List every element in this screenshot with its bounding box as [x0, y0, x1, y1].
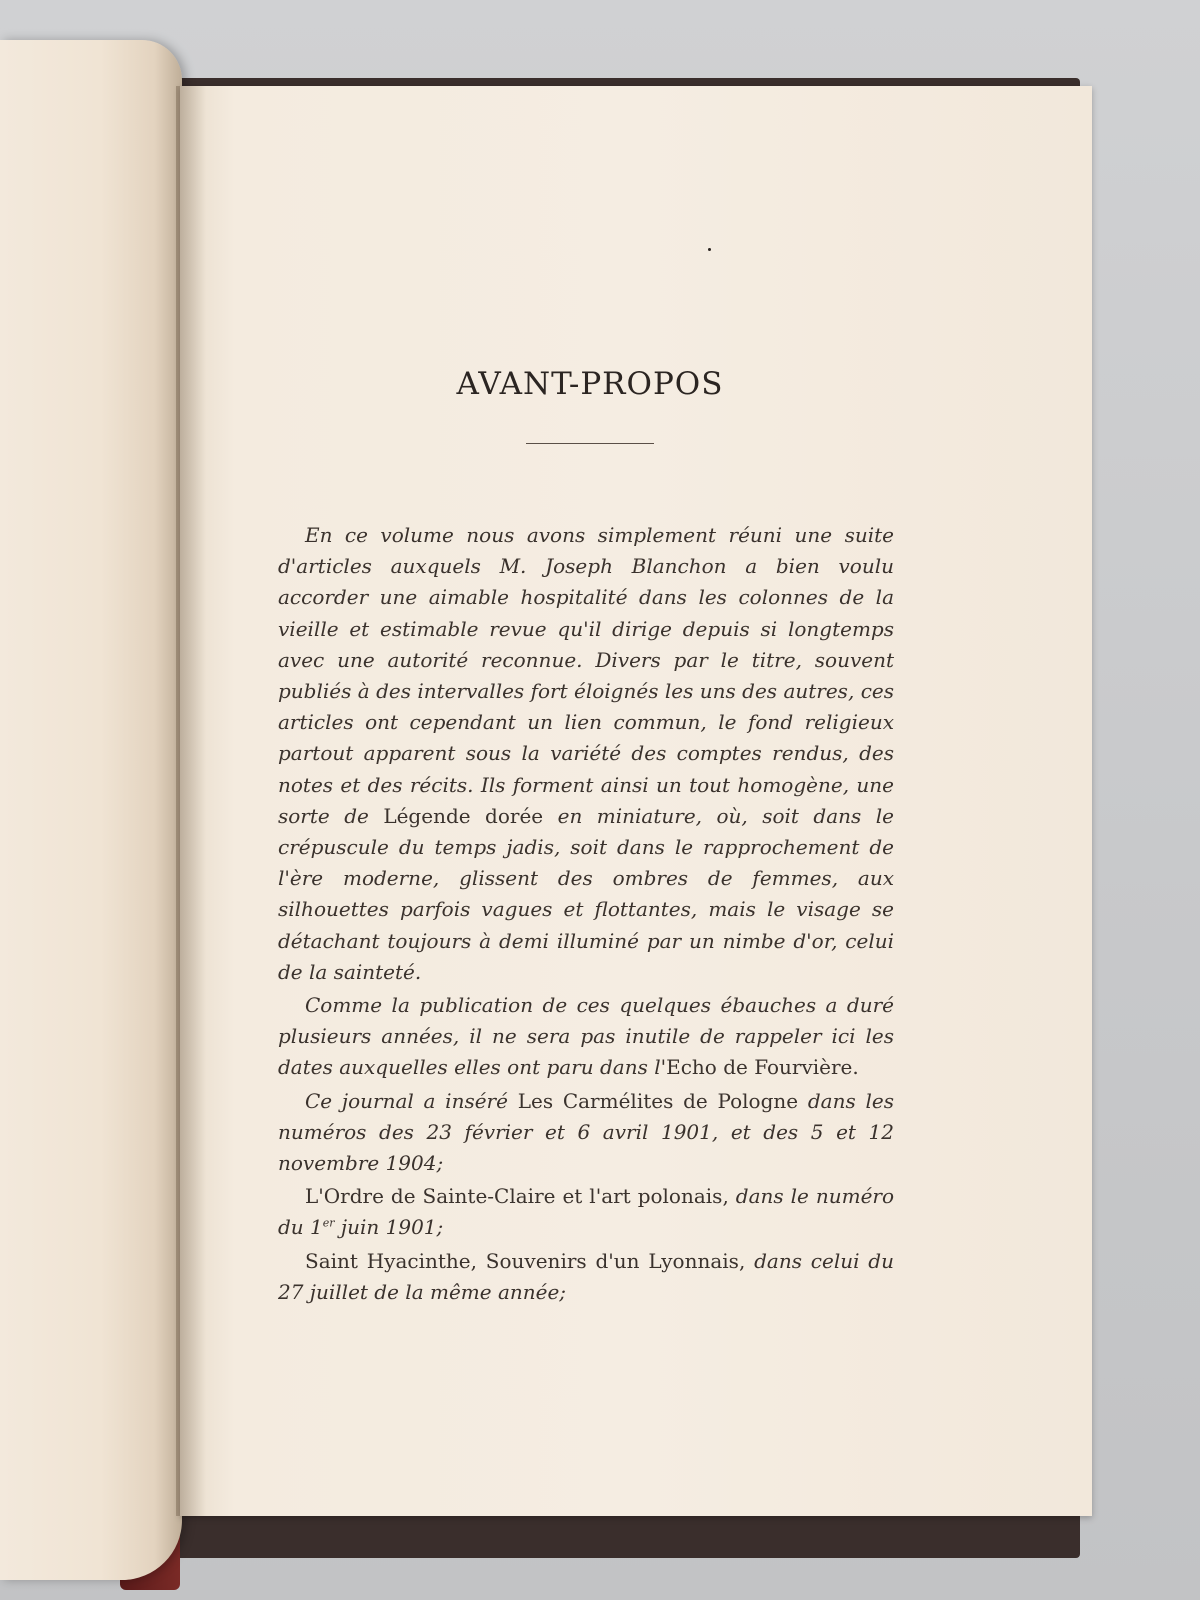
italic-text: En ce volume nous avons simplement réuni une suite d'articles auxquels M. Joseph Blanchon a bien voulu accorder une aimable hospitalité dans les colonnes de la vieille et estimable revue qu'il dirige depuis si longtemps avec une autorité reconnue. Divers par le titre, souvent publiés à des intervalles fort éloignés les uns des autres, ces articles ont cependant un lien commun, le fond religieux partout apparent sous la variété des comptes rendus, des notes et des récits. Ils forment ainsi un tout homogène, une sorte de: [278, 523, 894, 828]
superscript: er: [322, 1216, 335, 1230]
italic-text: juin 1901;: [334, 1215, 444, 1240]
paragraph: [278, 990, 894, 1084]
roman-text: Légende dorée: [383, 803, 544, 828]
left-page: [0, 40, 182, 1580]
paragraph: [278, 520, 894, 988]
page-title: AVANT-PROPOS: [456, 366, 724, 402]
paragraph: [278, 1246, 894, 1308]
italic-text: Comme la publication de ces quelques ébauches a duré plusieurs années, il ne sera pas inutile de rappeler ici les dates auxquelles elles ont paru dans l': [278, 993, 894, 1080]
roman-text: Echo de Fourvière.: [666, 1055, 859, 1080]
italic-text: dans les numéros des 23 février et 6 avril 1901, et des 5 et 12 novembre 1904;: [278, 1088, 894, 1176]
gutter-shadow: [176, 86, 206, 1516]
italic-text: dans le numéro du 1: [278, 1184, 895, 1240]
paragraph: [278, 1181, 894, 1243]
title-rule: [526, 443, 654, 444]
paragraph: [278, 1086, 894, 1180]
roman-text: L'Ordre de Sainte-Claire et l'art polonais,: [305, 1184, 729, 1209]
italic-text: en miniature, où, soit dans le crépuscule du temps jadis, soit dans le rapprochement de l'ère moderne, glissent des ombres de femmes, aux silhouettes parfois vagues et flottantes, mais le visage se détachant toujours à demi illuminé par un nimbe d'or, celui de la sainteté.: [278, 803, 895, 984]
italic-text: dans celui du 27 juillet de la même année;: [278, 1248, 894, 1304]
body-text: [278, 520, 894, 1310]
roman-text: Les Carmélites de Pologne: [517, 1088, 799, 1113]
ink-speck: [708, 248, 711, 251]
italic-text: Ce journal a inséré: [305, 1088, 518, 1113]
roman-text: Saint Hyacinthe, Souvenirs d'un Lyonnais,: [305, 1248, 746, 1273]
